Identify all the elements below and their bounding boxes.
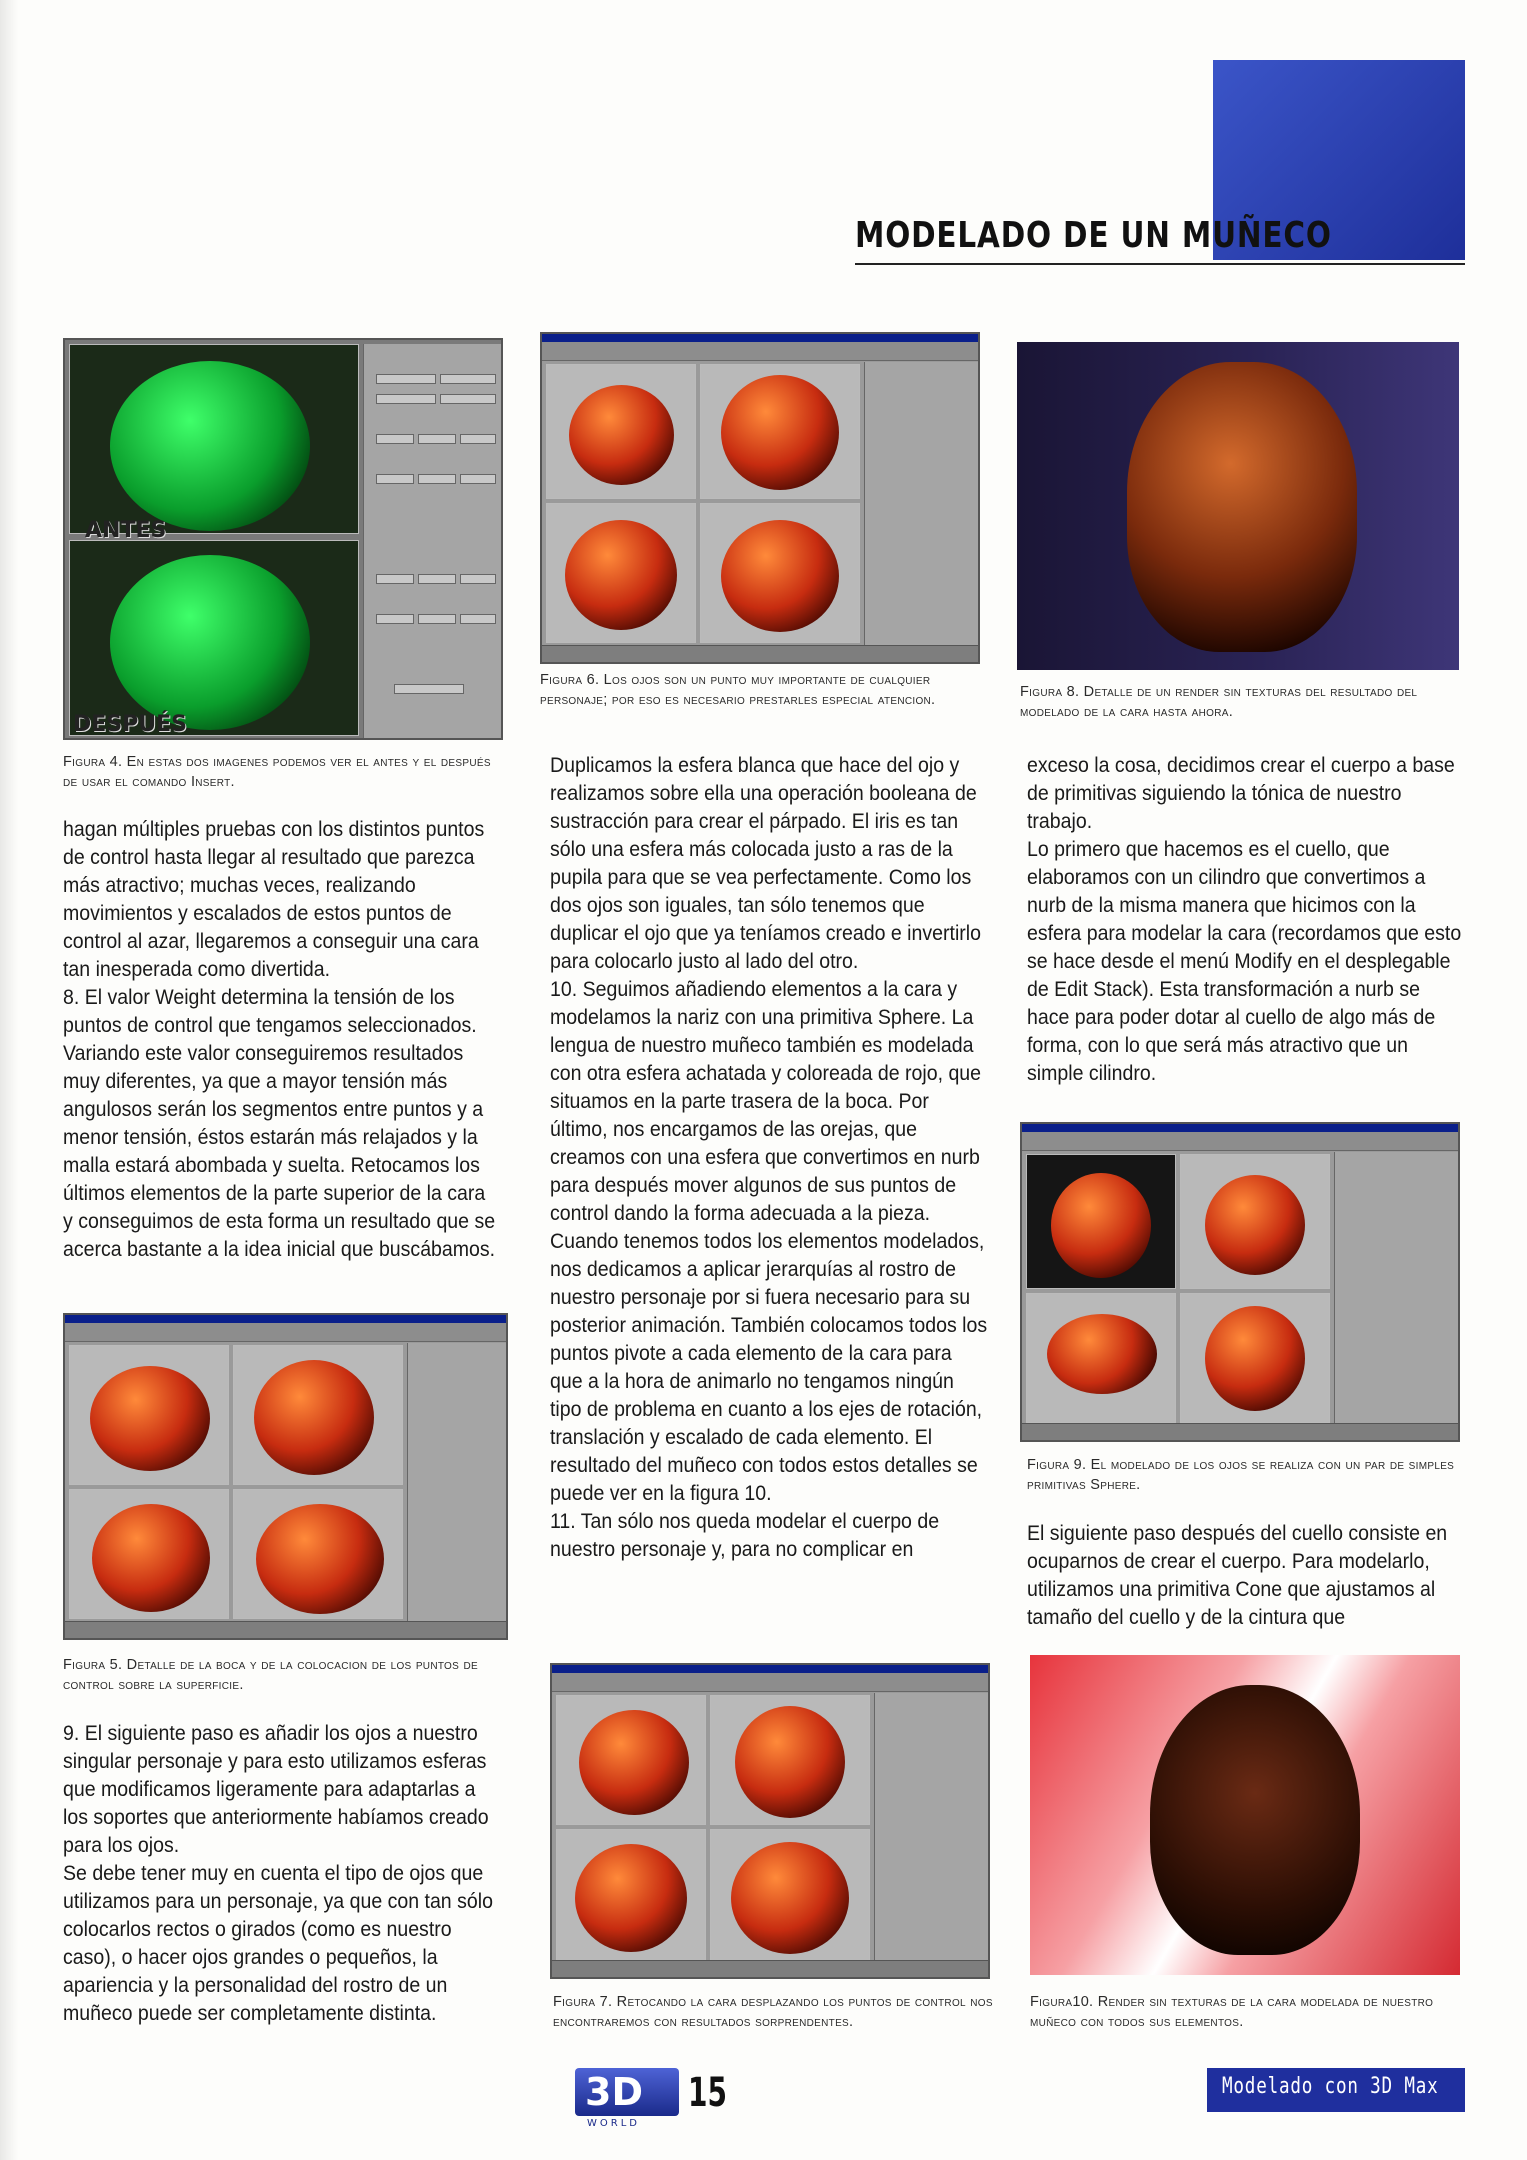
paragraph: 8. El valor Weight determina la tensión de los puntos de control que tengamos seleccionados. Variando este valor conseguiremos resultados muy diferentes, ya que a mayor tensión más angulosos serán los segmentos entre puntos y a menor tensión, éstos estarán más relajados y la malla estará abombada y suelta. Retocamos los últimos elementos de la parte superior de la cara y conseguimos de esta forma un resultado que se acerca bastante a la idea inicial que buscábamos.: [63, 986, 496, 1261]
section-footer-label: Modelado con 3D Max: [1222, 2074, 1439, 2099]
figure-6-image: [540, 332, 980, 664]
paragraph: Se debe tener muy en cuenta el tipo de ojos que utilizamos para un personaje, ya que con tan sólo colocarlos rectos o girados (como es nuestro caso), o hacer ojos grandes o pequeños, la apariencia y la personalidad del rostro de un muñeco puede ser completamente distinta.: [63, 1862, 493, 2025]
header-rule: [855, 263, 1465, 265]
figure-9-image: [1020, 1122, 1460, 1442]
figure-10-image: [1030, 1655, 1460, 1975]
paragraph: Lo primero que hacemos es el cuello, que elaboramos con un cilindro que convertimos a nurb de la misma manera que hicimos con la esfera para modelar la cara (recordamos que esto se hace desde el menú Modify en el desplegable de Edit Stack). Esta transformación a nurb se hace para poder dotar al cuello de algo más de forma, con lo que será más atractivo que un simple cilindro.: [1027, 838, 1462, 1085]
figure-9-caption: Figura 9. El modelado de los ojos se realiza con un par de simples primitivas Sphere.: [1027, 1457, 1455, 1493]
label-before: ANTES: [85, 518, 167, 543]
figure-7-image: [550, 1663, 990, 1979]
magazine-logo: [575, 2068, 705, 2138]
column-3-top: [1027, 752, 1464, 1088]
logo-text: 3D: [585, 2070, 643, 2114]
label-after: DESPUÉS: [73, 712, 187, 737]
viewport-perspective-bottom: [69, 540, 359, 736]
figure-8-caption: Figura 8. Detalle de un render sin texturas del resultado del modelado de la cara hasta ahora.: [1020, 684, 1418, 720]
figure-5-image: [63, 1313, 508, 1640]
page-title: MODELADO DE UN MUÑECO: [855, 215, 1332, 256]
figure-10-caption: Figura10. Render sin texturas de la cara modelada de nuestro muñeco con todos sus elementos.: [1030, 1994, 1434, 2030]
figure-7-caption: Figura 7. Retocando la cara desplazando los puntos de control nos encontraremos con resultados sorprendentes.: [553, 1994, 993, 2030]
paragraph: exceso la cosa, decidimos crear el cuerpo a base de primitivas siguiendo la tónica de nuestro trabajo.: [1027, 754, 1455, 833]
paragraph: El siguiente paso después del cuello consiste en ocuparnos de crear el cuerpo. Para modelarlo, utilizamos una primitiva Cone que ajustamos al tamaño del cuello y de la cintura que: [1027, 1522, 1448, 1629]
paragraph: hagan múltiples pruebas con los distintos puntos de control hasta llegar al resultado que parezca más atractivo; muchas veces, realizando movimientos y escalados de estos puntos de control al azar, llegaremos a conseguir una cara tan inesperada como divertida.: [63, 818, 485, 981]
command-panel: [363, 344, 502, 738]
figure-4-image: [63, 338, 503, 740]
paragraph: 11. Tan sólo nos queda modelar el cuerpo de nuestro personaje y, para no complicar en: [550, 1510, 940, 1561]
column-1-bottom: [63, 1720, 500, 2028]
logo-subtext: WORLD: [587, 2118, 640, 2129]
figure-8-image: [1017, 342, 1459, 670]
paragraph: Duplicamos la esfera blanca que hace del ojo y realizamos sobre ella una operación booleana de sustracción para crear el párpado. El iris es tan sólo una esfera más colocada justo a ras de la pupila para que se vea perfectamente. Como los dos ojos son iguales, tan sólo tenemos que duplicar el ojo que ya teníamos creado e invertirlo para colocarlo justo al lado del otro.: [550, 754, 981, 973]
figure-6-caption: Figura 6. Los ojos son un punto muy importante de cualquier personaje; por eso es necesario prestarles especial atencion.: [540, 672, 936, 708]
page-spine-shadow: [0, 0, 18, 2160]
paragraph: 10. Seguimos añadiendo elementos a la cara y modelamos la nariz con una primitiva Sphere. La lengua de nuestro muñeco también es modelada con otra esfera achatada y coloreada de rojo, que situamos en la parte trasera de la boca. Por último, nos encargamos de las orejas, que creamos con una esfera que convertimos en nurb para después mover algunos de sus puntos de control dando la forma adecuada a la pieza. Cuando tenemos todos los elementos modelados, nos dedicamos a aplicar jerarquías al rostro de nuestro personaje por si fuera necesario para su posterior animación. También colocamos todos los puntos pivote a cada elemento de la cara para que a la hora de animarlo no tengamos ningún tipo de problema en cuanto a los ejes de rotación, translación y escalado de cada elemento. El resultado del muñeco con todos estos detalles se puede ver en la figura 10.: [550, 978, 988, 1505]
column-2: [550, 752, 989, 1564]
column-1-top: [63, 816, 500, 1264]
page-number: 15: [688, 2070, 727, 2116]
figure-5-caption: Figura 5. Detalle de la boca y de la colocacion de los puntos de control sobre la superficie.: [63, 1657, 478, 1693]
paragraph: 9. El siguiente paso es añadir los ojos a nuestro singular personaje y para esto utilizamos esferas que modificamos ligeramente para adaptarlas a los soportes que anteriormente habíamos creado para los ojos.: [63, 1722, 489, 1857]
viewport-perspective-top: [69, 344, 359, 534]
column-3-mid: [1027, 1520, 1464, 1632]
figure-4-caption: Figura 4. En estas dos imagenes podemos ver el antes y el después de usar el comando Insert.: [63, 754, 491, 790]
